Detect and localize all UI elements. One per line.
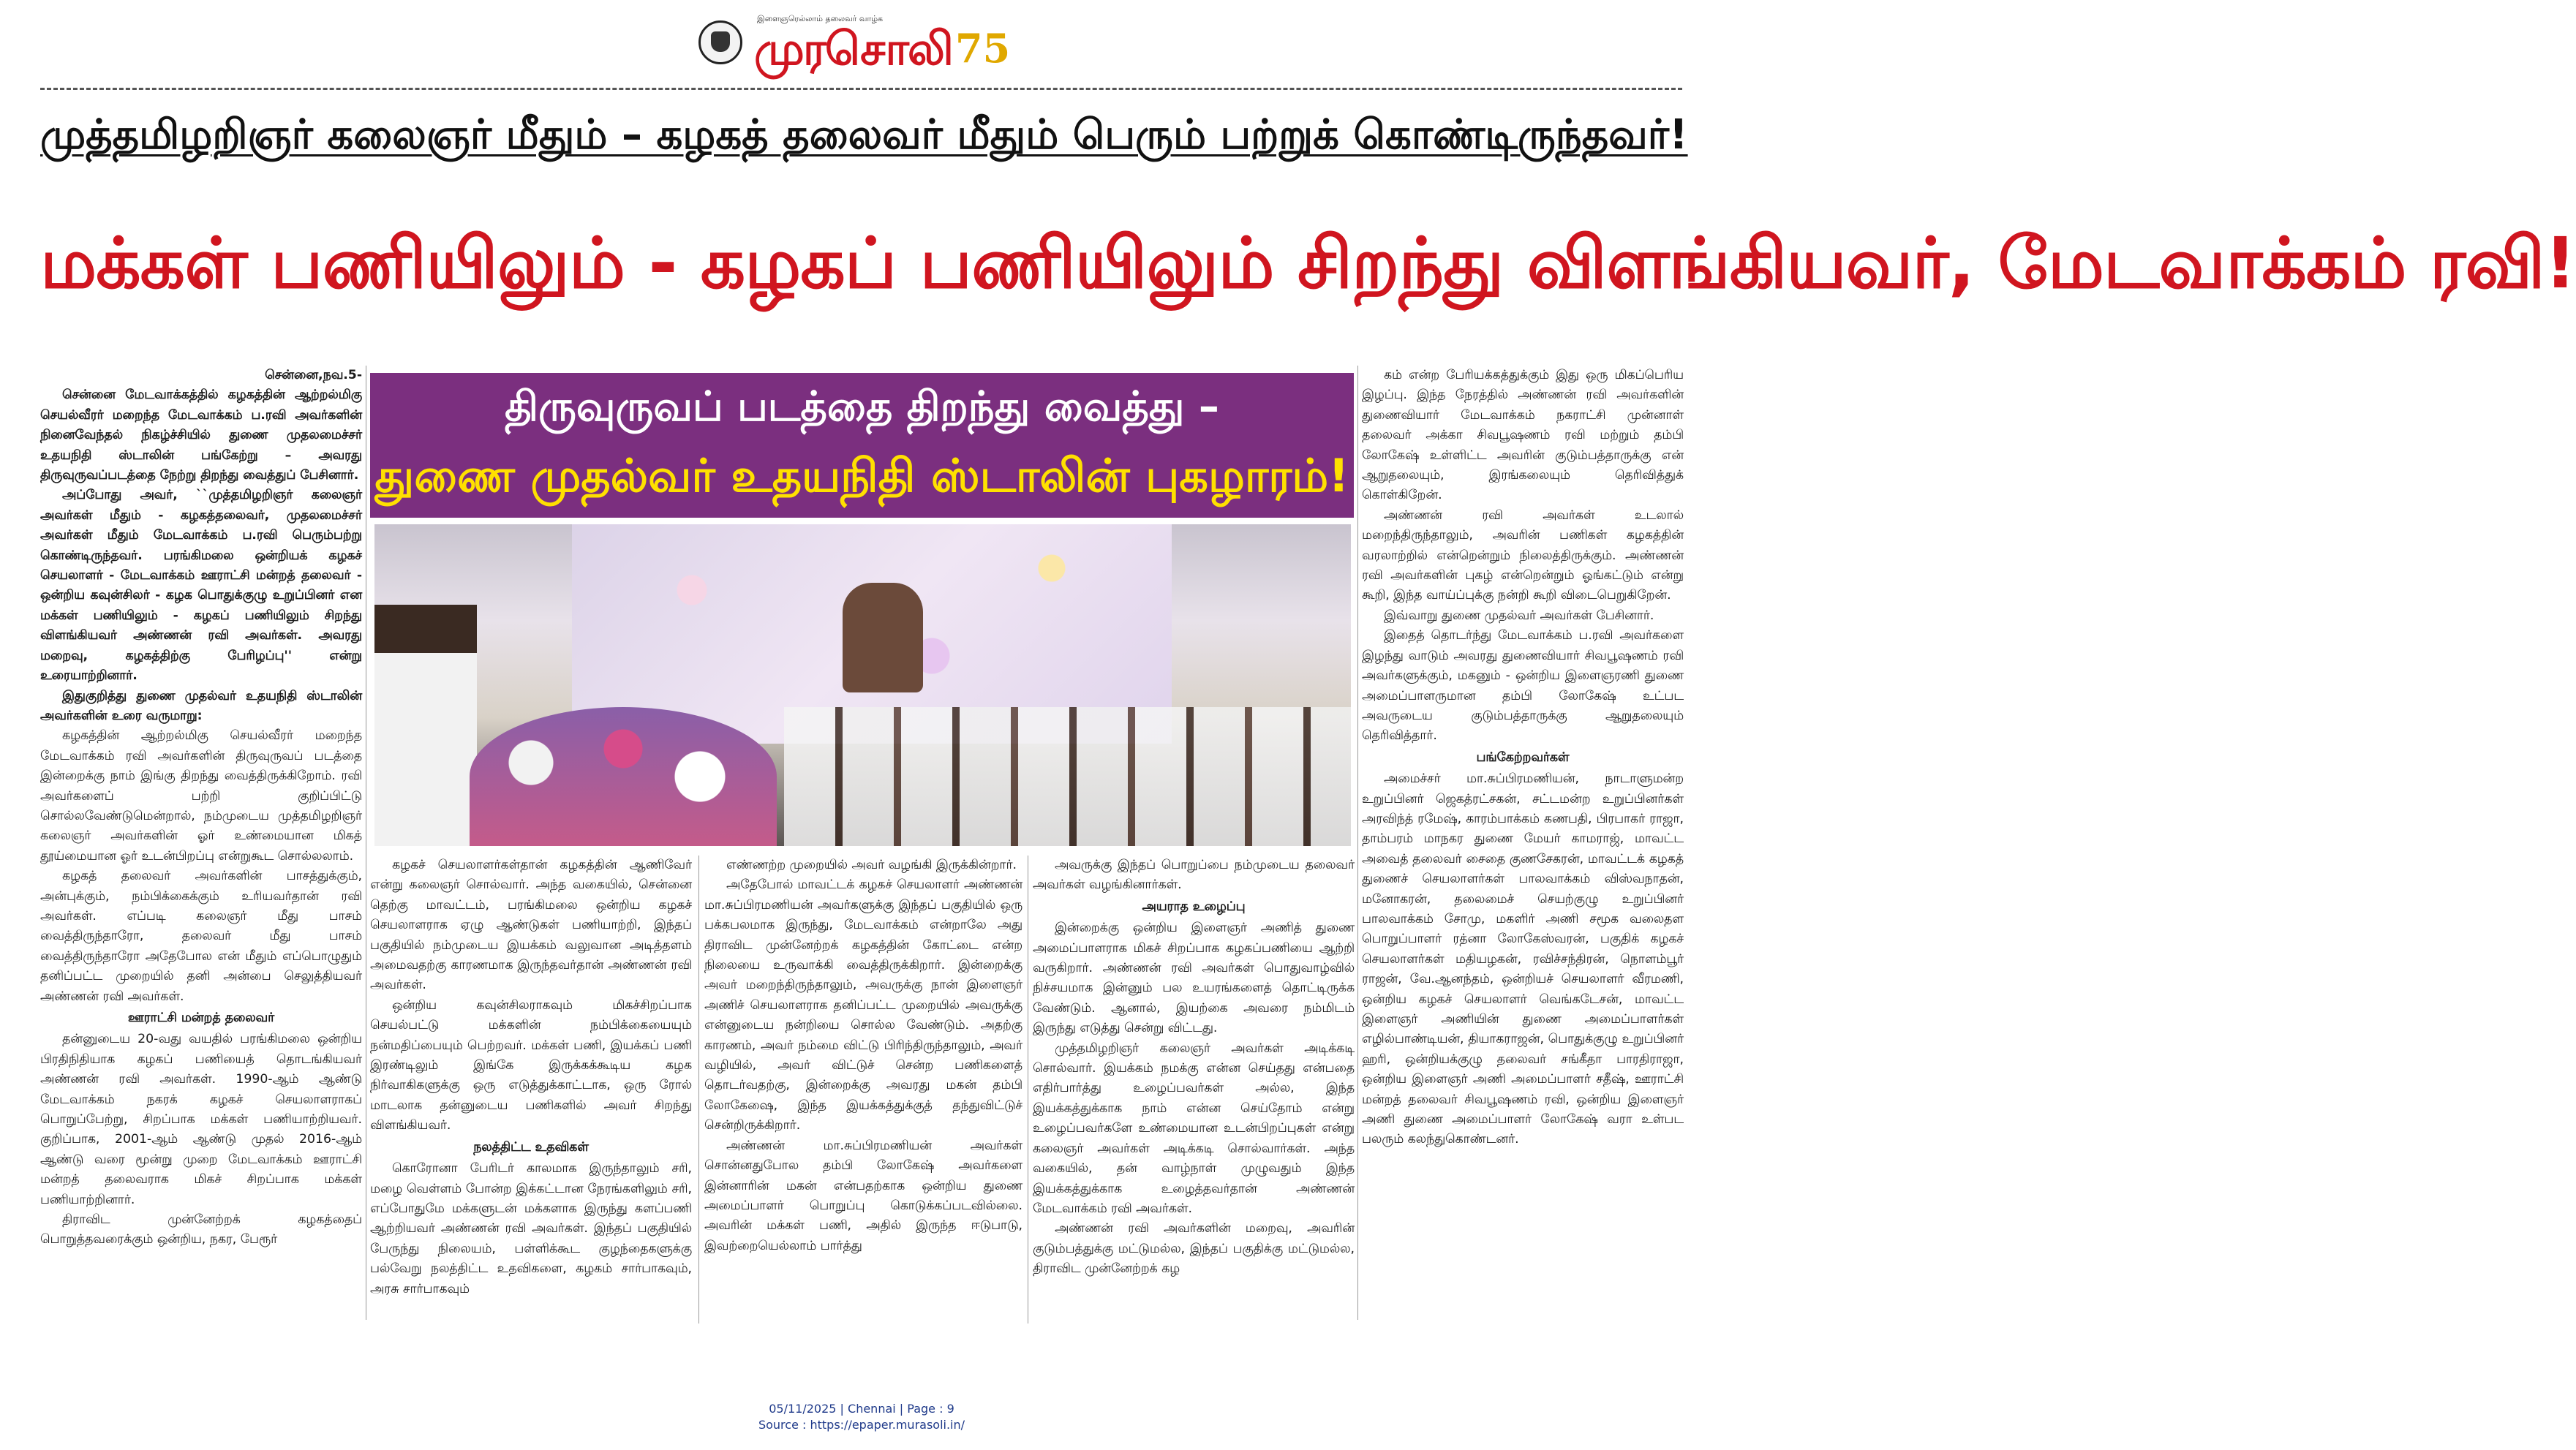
article-paragraph: இதுகுறித்து துணை முதல்வர் உதயநிதி ஸ்டாலின் அவர்களின் உரை வருமாறு: [40, 688, 362, 723]
article-column-2 [370, 856, 692, 1323]
article-paragraph: அப்போது அவர், ``முத்தமிழறிஞர் கலைஞர் அவர்கள் மீதும் - கழகத்தலைவர், முதலமைச்சர் அவர்கள் மீதும் மேடவாக்கம் ப.ரவி பெரும்பற்று கொண்டிருந்தவர். பரங்கிமலை ஒன்றியக் கழகச் செயலாளர் - மேடவாக்கம் ஊராட்சி மன்றத் தலைவர் - ஒன்றிய கவுன்சிலர் - கழக பொதுக்குழு உறுப்பினர் என மக்கள் பணியிலும் - கழகப் பணியிலும் சிறந்து விளங்கியவர் அண்ணன் ரவி அவர்கள். அவரது மறைவு, கழகத்திற்கு பேரிழப்பு'' என்று உரையாற்றினார். [40, 488, 362, 684]
kicker-headline: முத்தமிழறிஞர் கலைஞர் மீதும் – கழகத் தலைவர் மீதும் பெரும் பற்றுக் கொண்டிருந்தவர்! [40, 111, 1688, 159]
article-paragraph: அமைச்சர் மா.சுப்பிரமணியன், நாடாளுமன்ற உறுப்பினர் ஜெகத்ரட்சகன், சட்டமன்ற உறுப்பினர்கள் அரவிந்த் ரமேஷ், காரம்பாக்கம் கணபதி, பிரபாகர் ராஜா, தாம்பரம் மாநகர துணை மேயர் காமராஜ், மாவட்ட அவைத் தலைவர் சைதை குணசேகரன், மாவட்டக் கழகத் துணைச் செயலாளர்கள் பாலவாக்கம் விஸ்வநாதன், மனோகரன், தலைமைச் செயற்குழு உறுப்பினர் பாலவாக்கம் சோமு, மகளிர் அணி சமூக வலைதள பொறுப்பாளர் ரத்னா லோகேஸ்வரன், பகுதிக் கழகச் செயலாளர்கள் மதியழகன், ரவிச்சந்திரன், நொளம்பூர் ராஜன், வே.ஆனந்தம், ஒன்றியச் செயலாளர் வீரமணி, ஒன்றிய கழகச் செயலாளர் வெங்கடேசன், மாவட்ட இளைஞர் அணியின் துணை அமைப்பாளர்கள் எழில்பாண்டியன், தியாகராஜன், பொதுக்குழு உறுப்பினர் ஹரி, ஒன்றியக்குழு தலைவர் சங்கீதா பாரதிராஜா, ஒன்றிய இளைஞர் அணி அமைப்பாளர் சதீஷ், ஊராட்சி மன்றத் தலைவர் சிவபூஷணம் ரவி, ஒன்றிய இளைஞர் அணி துணை அமைப்பாளர் லோகேஷ் வரா உள்பட பலரும் கலந்துகொண்டனர். [1362, 771, 1684, 1147]
article-column-3 [704, 856, 1023, 1323]
seated-dignitaries [784, 707, 1351, 846]
event-photo [374, 524, 1351, 846]
article-paragraph: இவ்வாறு துணை முதல்வர் அவர்கள் பேசினார். [1384, 608, 1654, 623]
article-paragraph: கழகத் தலைவர் அவர்களின் பாசத்துக்கும், அன்புக்கும், நம்பிக்கைக்கும் உரியவர்தான் ரவி அவர்கள். எப்படி கலைஞர் மீது பாசம் வைத்திருந்தாரோ, தலைவர் மீது பாசம் வைத்திருந்தாரோ அதேபோல என் மீதும் எப்பொழுதும் தனிப்பட்ட முறையில் தனி அன்பை செலுத்தியவர் அண்ணன் ரவி அவர்கள். [40, 869, 362, 1004]
main-headline: மக்கள் பணியிலும் - கழகப் பணியிலும் சிறந்து விளங்கியவர், மேடவாக்கம் ரவி! [40, 222, 2576, 304]
section-subheading: பங்கேற்றவர்கள் [1476, 749, 1570, 765]
column-divider [1357, 366, 1358, 1320]
article-paragraph: கொரோனா பேரிடர் காலமாக இருந்தாலும் சரி, மழை வெள்ளம் போன்ற இக்கட்டான நேரங்களிலும் சரி, எப்போதுமே மக்களுடன் மக்களாக இருந்து களப்பணி ஆற்றியவர் அண்ணன் ரவி அவர்கள். இந்தப் பகுதியில் பேருந்து நிலையம், பள்ளிக்கூட குழந்தைகளுக்கு பல்வேறு நலத்திட்ட உதவிகளை, கழகம் சார்பாகவும், அரசு சார்பாகவும் [370, 1161, 692, 1296]
article-paragraph: எண்ணற்ற முறையில் அவர் வழங்கி இருக்கின்றார். [726, 858, 1017, 872]
subheadline-banner [370, 373, 1354, 518]
masthead [0, 0, 1723, 82]
article-paragraph: தன்னுடைய 20-வது வயதில் பரங்கிமலை ஒன்றிய பிரதிநிதியாக கழகப் பணியைத் தொடங்கியவர் அண்ணன் ரவி அவர்கள். 1990-ஆம் ஆண்டு மேடவாக்கம் நகரக் கழகச் செயலாளராகப் பொறுப்பேற்று, சிறப்பாக மக்கள் பணியாற்றியவர். குறிப்பாக, 2001-ஆம் ஆண்டு முதல் 2016-ஆம் ஆண்டு வரை மூன்று முறை மேடவாக்கம் ஊராட்சி மன்றத் தலைவராக மிகச் சிறப்பாக மக்கள் பணியாற்றினார். [40, 1032, 362, 1207]
portrait-image [843, 583, 923, 692]
article-column-4 [1033, 856, 1355, 1323]
article-column-5 [1362, 366, 1684, 1320]
article-paragraph: அவருக்கு இந்தப் பொறுப்பை நம்முடைய தலைவர் அவர்கள் வழங்கினார்கள். [1033, 858, 1355, 893]
banner-line-2: துணை முதல்வர் உதயநிதி ஸ்டாலின் புகழாரம்! [374, 449, 1349, 502]
article-paragraph: இன்றைக்கு ஒன்றிய இளைஞர் அணித் துணை அமைப்பாளராக மிகச் சிறப்பாக கழகப்பணியை ஆற்றி வருகிறார். அண்ணன் ரவி அவர்கள் பொதுவாழ்வில் நிச்சயமாக இன்னும் பல உயரங்களைத் தொட்டிருக்க வேண்டும். ஆனால், இயற்கை அவரை நம்மிடம் இருந்து எடுத்து சென்று விட்டது. [1033, 921, 1355, 1036]
article-paragraph: ஒன்றிய கவுன்சிலராகவும் மிகச்சிறப்பாக செயல்பட்டு மக்களின் நம்பிக்கையையும் நன்மதிப்பையும் பெற்றவர். மக்கள் பணி, இயக்கப் பணி இரண்டிலும் இங்கே இருக்கக்கூடிய கழக நிர்வாகிகளுக்கு ஒரு எடுத்துக்காட்டாக, ஒரு ரோல் மாடலாக தன்னுடைய பணிகளில் அவர் சிறந்து விளங்கியவர். [370, 997, 692, 1133]
column-divider [698, 856, 699, 1323]
logo-wordmark: முரசொலி [754, 21, 952, 75]
dateline: சென்னை,நவ.5- [265, 368, 362, 382]
article-paragraph: திராவிட முன்னேற்றக் கழகத்தைப் பொறுத்தவரைக்கும் ஒன்றிய, நகர, பேரூர் [40, 1212, 362, 1247]
article-paragraph: அண்ணன் ரவி அவர்கள் உடலால் மறைந்திருந்தாலும், அவரின் பணிகள் கழகத்தின் வரலாற்றில் என்றென்றும் நிலைத்திருக்கும். அண்ணன் ரவி அவர்களின் புகழ் என்றென்றும் ஓங்கட்டும் என்று கூறி, இந்த வாய்ப்புக்கு நன்றி கூறி விடைபெறுகிறேன். [1362, 507, 1684, 603]
source-link[interactable]: Source : https://epaper.murasoli.in/ [758, 1418, 965, 1432]
section-subheading: நலத்திட்ட உதவிகள் [473, 1139, 589, 1155]
banner-line-1: திருவுருவப் படத்தை திறந்து வைத்து – [505, 383, 1219, 431]
masthead-divider [40, 88, 1682, 90]
section-subheading: அயராத உழைப்பு [1142, 899, 1246, 914]
article-paragraph: கழகச் செயலாளர்கள்தான் கழகத்தின் ஆணிவேர் என்று கலைஞர் சொல்வார். அந்த வகையில், சென்னை தெற்கு மாவட்டம், பரங்கிமலை ஒன்றிய கழகச் செயலாளராக ஏழு ஆண்டுகள் பணியாற்றி, இந்தப் பகுதியில் நம்முடைய இயக்கம் வலுவான அடித்தளம் அமைவதற்கு காரணமாக இருந்தவர்தான் அண்ணன் ரவி அவர்கள். [370, 858, 692, 993]
article-paragraph: கழகத்தின் ஆற்றல்மிகு செயல்வீரர் மறைந்த மேடவாக்கம் ரவி அவர்களின் திருவுருவப் படத்தை இன்றைக்கு நாம் இங்கு திறந்து வைத்திருக்கிறோம். ரவி அவர்களைப் பற்றி குறிப்பிட்டு சொல்லவேண்டுமென்றால், நம்முடைய முத்தமிழறிஞர் கலைஞர் அவர்களின் ஓர் உண்மையான மிகத் தூய்மையான ஓர் உடன்பிறப்பு என்றுகூட சொல்லலாம். [40, 728, 362, 864]
article-paragraph: அண்ணன் மா.சுப்பிரமணியன் அவர்கள் சொன்னதுபோல தம்பி லோகேஷ் அவர்களை இன்னாரின் மகன் என்பதற்காக ஒன்றிய துணை அமைப்பாளர் பொறுப்பு கொடுக்கப்படவில்லை. அவரின் மக்கள் பணி, அதில் இருந்த ஈடுபாடு, இவற்றையெல்லாம் பார்த்து [704, 1138, 1023, 1253]
podium-flowers [470, 707, 777, 846]
article-paragraph: அதேபோல் மாவட்டக் கழகச் செயலாளர் அண்ணன் மா.சுப்பிரமணியன் அவர்களுக்கு இந்தப் பகுதியில் ஒரு பக்கபலமாக இருந்து, மேடவாக்கம் என்றாலே அது திராவிட முன்னேற்றக் கழகத்தின் கோட்டை என்ற நிலையை உருவாக்கி வைத்திருக்கிறார். இன்றைக்கு அவர் மறைந்திருந்தாலும், அவருக்கு நான் இளைஞர் அணிச் செயலாளராக தனிப்பட்ட முறையில் அவருக்கு என்னுடைய நன்றியை சொல்ல வேண்டும். அதற்கு காரணம், அவர் நம்மை விட்டு பிரிந்திருந்தாலும், அவர் வழியில், அவர் விட்டுச் சென்ற பணிகளைத் தொடர்வதற்கு, இன்றைக்கு அவரது மகன் தம்பி லோகேஷை, இந்த இயக்கத்துக்குத் தந்துவிட்டுச் சென்றிருக்கிறார். [704, 877, 1023, 1133]
article-column-1 [40, 366, 362, 1320]
anniversary-badge: 75 [955, 24, 1011, 72]
section-subheading: ஊராட்சி மன்றத் தலைவர் [127, 1011, 275, 1025]
standing-people [374, 605, 477, 846]
logo-tagline: இளைஞரெல்லாம் தலைவர் வாழ்க [757, 13, 884, 23]
article-paragraph: முத்தமிழறிஞர் கலைஞர் அவர்கள் அடிக்கடி சொல்வார். இயக்கம் நமக்கு என்ன செய்தது என்பதை எதிர்பார்த்து உழைப்பவர்கள் அல்ல, இந்த இயக்கத்துக்காக நாம் என்ன செய்தோம் என்று உழைப்பவர்களே உண்மையான உடன்பிறப்புகள் என்று கலைஞர் அவர்கள் அடிக்கடி சொல்வார்கள். அந்த வகையில், தன் வாழ்நாள் முழுவதும் இந்த இயக்கத்துக்காக உழைத்தவர்தான் அண்ணன் மேடவாக்கம் ரவி அவர்கள். [1033, 1041, 1355, 1216]
article-paragraph: கம் என்ற பேரியக்கத்துக்கும் இது ஒரு மிகப்பெரிய இழப்பு. இந்த நேரத்தில் அண்ணன் ரவி அவர்களின் துணைவியார் மேடவாக்கம் நகராட்சி முன்னாள் தலைவர் அக்கா சிவபூஷணம் ரவி மற்றும் தம்பி லோகேஷ் உள்ளிட்ட அவரின் குடும்பத்தாருக்கு என் ஆறுதலையும், இரங்கலையும் தெரிவித்துக் கொள்கிறேன். [1362, 368, 1684, 503]
article-paragraph: சென்னை மேடவாக்கத்தில் கழகத்தின் ஆற்றல்மிகு செயல்வீரர் மறைந்த மேடவாக்கம் ப.ரவி அவர்களின் நினைவேந்தல் நிகழ்ச்சியில் துணை முதலமைச்சர் உதயநிதி ஸ்டாலின் பங்கேற்று – அவரது திருவுருவப்படத்தை நேற்று திறந்து வைத்துப் பேசினார். [40, 388, 362, 483]
party-emblem-icon [698, 20, 742, 64]
page-info: 05/11/2025 | Chennai | Page : 9 [769, 1402, 954, 1416]
article-paragraph: இதைத் தொடர்ந்து மேடவாக்கம் ப.ரவி அவர்களை இழந்து வாடும் அவரது துணைவியார் சிவபூஷணம் ரவி அவர்களுக்கும், மகனும் - ஒன்றிய இளைஞரணி துணை அமைப்பாளருமான தம்பி லோகேஷ் உட்பட அவருடைய குடும்பத்தாருக்கு ஆறுதலையும் தெரிவித்தார். [1362, 628, 1684, 744]
newspaper-logo[interactable] [698, 9, 1035, 76]
article-paragraph: அண்ணன் ரவி அவர்களின் மறைவு, அவரின் குடும்பத்துக்கு மட்டுமல்ல, இந்தப் பகுதிக்கு மட்டுமல்ல, திராவிட முன்னேற்றக் கழ [1033, 1221, 1355, 1277]
